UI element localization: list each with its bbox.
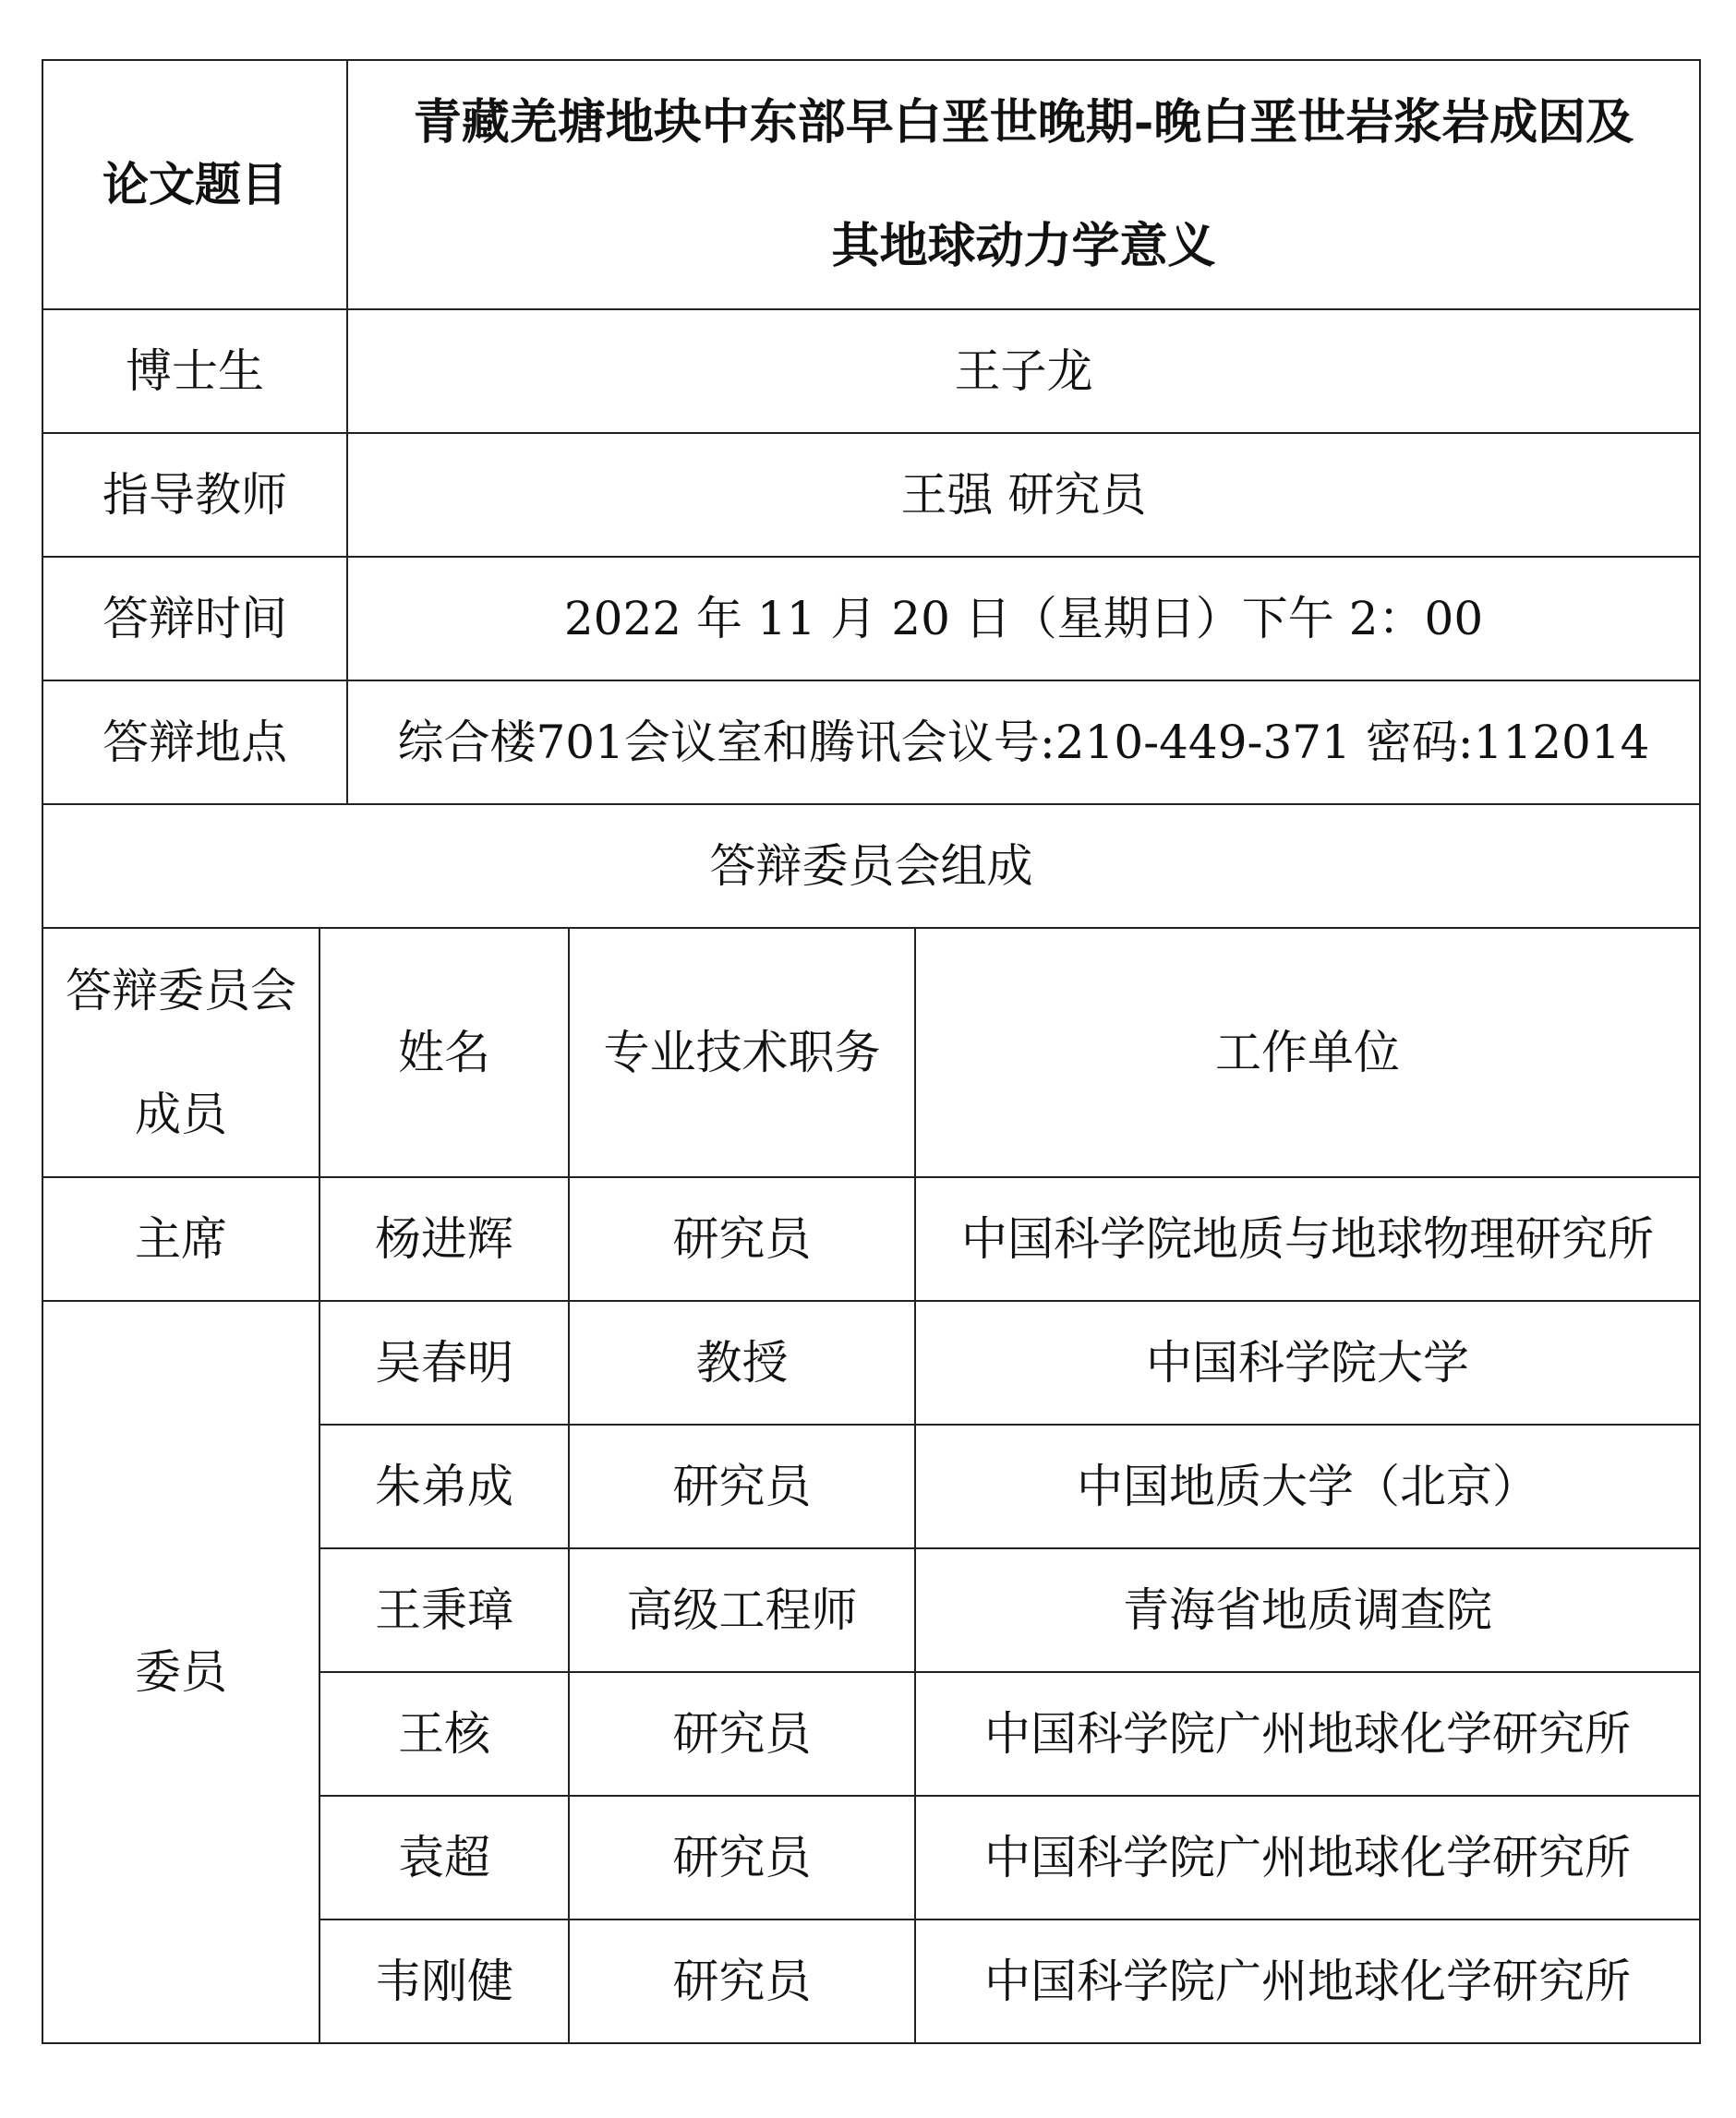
- member-org: 中国科学院广州地球化学研究所: [915, 1796, 1700, 1919]
- col-header-role: 答辩委员会成员: [42, 928, 319, 1177]
- col-header-title: 专业技术职务: [569, 928, 915, 1177]
- member-title: 教授: [569, 1301, 915, 1425]
- thesis-title-label: 论文题目: [42, 60, 347, 309]
- member-title: 研究员: [569, 1796, 915, 1919]
- committee-heading: 答辩委员会组成: [42, 804, 1700, 928]
- col-header-name: 姓名: [319, 928, 569, 1177]
- member-org: 青海省地质调查院: [915, 1548, 1700, 1672]
- defense-place-row: [42, 680, 1700, 804]
- member-org: 中国科学院广州地球化学研究所: [915, 1919, 1700, 2043]
- defense-time-value: 2022 年 11 月 20 日（星期日）下午 2：00: [347, 557, 1700, 680]
- student-label: 博士生: [42, 309, 347, 433]
- member-name: 韦刚健: [319, 1919, 569, 2043]
- thesis-title-row: [42, 60, 1700, 309]
- member-name: 袁超: [319, 1796, 569, 1919]
- thesis-title-line2: 其地球动力学意义: [831, 218, 1216, 274]
- col-header-org: 工作单位: [915, 928, 1700, 1177]
- member-row: [42, 1301, 1700, 1425]
- student-name: 王子龙: [347, 309, 1700, 433]
- committee-heading-row: [42, 804, 1700, 928]
- member-title: 高级工程师: [569, 1548, 915, 1672]
- member-title: 研究员: [569, 1177, 915, 1301]
- member-name: 杨进辉: [319, 1177, 569, 1301]
- member-title: 研究员: [569, 1425, 915, 1548]
- defense-place-label: 答辩地点: [42, 680, 347, 804]
- members-role: 委员: [42, 1301, 319, 2043]
- defense-info-table: [42, 59, 1701, 2044]
- defense-time-row: [42, 557, 1700, 680]
- defense-time-label: 答辩时间: [42, 557, 347, 680]
- advisor-row: [42, 433, 1700, 557]
- chair-role: 主席: [42, 1177, 319, 1301]
- advisor-label: 指导教师: [42, 433, 347, 557]
- student-row: [42, 309, 1700, 433]
- member-org: 中国科学院广州地球化学研究所: [915, 1672, 1700, 1796]
- member-title: 研究员: [569, 1672, 915, 1796]
- thesis-title-line1: 青藏羌塘地块中东部早白垩世晚期-晚白垩世岩浆岩成因及: [413, 94, 1634, 150]
- advisor-name: 王强 研究员: [347, 433, 1700, 557]
- member-name: 朱弟成: [319, 1425, 569, 1548]
- member-name: 吴春明: [319, 1301, 569, 1425]
- member-name: 王核: [319, 1672, 569, 1796]
- member-name: 王秉璋: [319, 1548, 569, 1672]
- defense-place-value: 综合楼701会议室和腾讯会议号:210-449-371 密码:112014: [347, 680, 1700, 804]
- committee-header-row: [42, 928, 1700, 1177]
- chair-row: [42, 1177, 1700, 1301]
- thesis-title-value: [347, 60, 1700, 309]
- member-title: 研究员: [569, 1919, 915, 2043]
- defense-info-sheet: [42, 59, 1699, 2044]
- member-org: 中国科学院大学: [915, 1301, 1700, 1425]
- member-org: 中国科学院地质与地球物理研究所: [915, 1177, 1700, 1301]
- member-org: 中国地质大学（北京）: [915, 1425, 1700, 1548]
